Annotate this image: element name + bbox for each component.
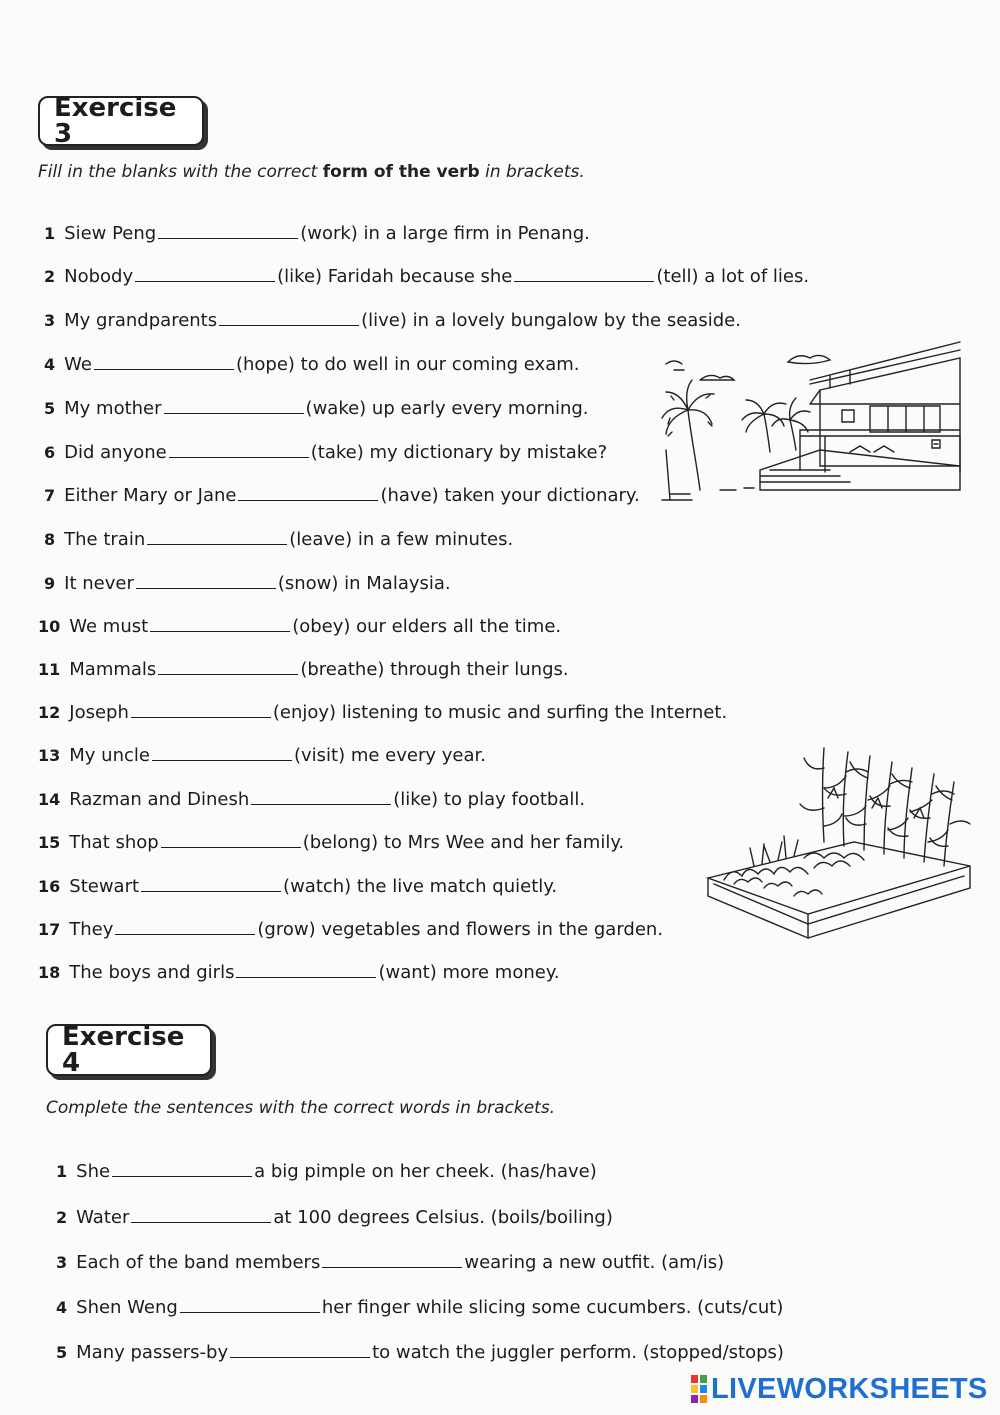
question-text-before: My uncle — [69, 745, 150, 766]
question-text-before: Stewart — [69, 876, 140, 897]
instruction-text-bold: form of the verb — [322, 162, 480, 182]
question-number: 14 — [38, 790, 61, 809]
question-text-before: We — [64, 354, 92, 375]
question-text-after: (enjoy) listening to music and surfing the Internet. — [272, 702, 728, 723]
question-text-after: to watch the juggler perform. (stopped/stops) — [372, 1342, 784, 1363]
ex3-question-17 — [38, 918, 663, 942]
ex3-question-6 — [44, 441, 607, 465]
exercise-4-instruction: Complete the sentences with the correct words in brackets. — [46, 1098, 556, 1118]
ex4-question-1 — [56, 1160, 597, 1184]
question-text-before: They — [69, 919, 114, 940]
ex3-question-16 — [38, 875, 557, 899]
answer-blank[interactable] — [112, 1160, 252, 1177]
vegetable-garden-bed-illustration — [704, 738, 974, 942]
ex3-question-18 — [38, 961, 560, 985]
ex3-question-13 — [38, 744, 486, 768]
ex3-question-8 — [44, 528, 513, 552]
question-number: 3 — [56, 1253, 68, 1272]
exercise-4-title: Exercise 4 — [46, 1024, 212, 1076]
answer-blank[interactable] — [150, 615, 290, 632]
ex3-question-5 — [44, 397, 589, 421]
ex3-question-3 — [44, 309, 741, 333]
question-number: 7 — [44, 486, 56, 505]
answer-blank[interactable] — [236, 961, 376, 978]
question-number: 5 — [44, 399, 56, 418]
question-text-after: a big pimple on her cheek. (has/have) — [254, 1161, 597, 1182]
answer-blank[interactable] — [219, 309, 359, 326]
answer-blank[interactable] — [115, 918, 255, 935]
question-text-before: Nobody — [64, 266, 134, 287]
answer-blank[interactable] — [238, 484, 378, 501]
question-number: 9 — [44, 574, 56, 593]
question-text-before: Siew Peng — [64, 223, 157, 244]
question-text-before: Either Mary or Jane — [64, 485, 237, 506]
question-text-after: (leave) in a few minutes. — [289, 529, 514, 550]
question-number: 4 — [56, 1298, 68, 1317]
answer-blank-2[interactable] — [514, 265, 654, 282]
question-text-before: Many passers-by — [76, 1342, 229, 1363]
question-number: 16 — [38, 877, 61, 896]
question-text-after: (live) in a lovely bungalow by the seaside. — [361, 310, 741, 331]
question-text-after: (take) my dictionary by mistake? — [310, 442, 608, 463]
ex3-question-15 — [38, 831, 624, 855]
question-text-after: her finger while slicing some cucumbers. (cuts/cut) — [321, 1297, 784, 1318]
question-text-after: (wake) up early every morning. — [305, 398, 589, 419]
question-text-before: That shop — [69, 832, 159, 853]
question-text-before: The train — [64, 529, 146, 550]
question-number: 10 — [38, 617, 61, 636]
ex3-question-9 — [44, 572, 451, 596]
instruction-text-before: Fill in the blanks with the correct — [38, 162, 323, 182]
question-number: 18 — [38, 963, 61, 982]
question-number: 8 — [44, 530, 56, 549]
question-number: 6 — [44, 443, 56, 462]
question-text-after: (belong) to Mrs Wee and her family. — [302, 832, 625, 853]
question-text-after: (watch) the live match quietly. — [283, 876, 558, 897]
question-number: 1 — [44, 224, 56, 243]
answer-blank[interactable] — [147, 528, 287, 545]
question-number: 3 — [44, 311, 56, 330]
ex3-question-2 — [44, 265, 809, 289]
question-text-before: The boys and girls — [69, 962, 235, 983]
question-text-before: It never — [64, 573, 134, 594]
answer-blank[interactable] — [322, 1251, 462, 1268]
answer-blank[interactable] — [152, 744, 292, 761]
answer-blank[interactable] — [141, 875, 281, 892]
question-text-after: (like) to play football. — [393, 789, 586, 810]
question-text-after: (grow) vegetables and flowers in the garden. — [257, 919, 664, 940]
question-number: 2 — [56, 1208, 68, 1227]
instruction-text-after: in brackets. — [479, 162, 585, 182]
exercise-3-title: Exercise 3 — [38, 96, 204, 146]
exercise-3-instruction — [38, 162, 585, 182]
question-text-after: (breathe) through their lungs. — [300, 659, 569, 680]
ex3-question-1 — [44, 222, 590, 246]
question-text-after: (tell) a lot of lies. — [656, 266, 810, 287]
question-number: 17 — [38, 920, 61, 939]
ex4-question-4 — [56, 1296, 783, 1320]
question-text-before: My grandparents — [64, 310, 218, 331]
question-text-before: My mother — [64, 398, 162, 419]
answer-blank[interactable] — [164, 397, 304, 414]
question-number: 13 — [38, 746, 61, 765]
question-text-before: Did anyone — [64, 442, 167, 463]
answer-blank[interactable] — [158, 658, 298, 675]
seaside-bungalow-illustration — [660, 340, 965, 512]
question-text-before: We must — [69, 616, 149, 637]
answer-blank[interactable] — [158, 222, 298, 239]
question-text-before: Shen Weng — [76, 1297, 178, 1318]
ex3-question-14 — [38, 788, 585, 812]
question-text-after: (have) taken your dictionary. — [380, 485, 640, 506]
question-text-after: (work) in a large firm in Penang. — [300, 223, 590, 244]
ex4-question-2 — [56, 1206, 613, 1230]
answer-blank[interactable] — [161, 831, 301, 848]
question-text-after: (obey) our elders all the time. — [292, 616, 562, 637]
question-text-before: Razman and Dinesh — [69, 789, 250, 810]
answer-blank[interactable] — [131, 701, 271, 718]
ex4-question-3 — [56, 1251, 724, 1275]
liveworksheets-brand-text: LIVEWORKSHEETS — [711, 1372, 988, 1405]
question-text-middle: (like) Faridah because she — [277, 266, 513, 287]
question-number: 12 — [38, 703, 61, 722]
question-number: 15 — [38, 833, 61, 852]
answer-blank[interactable] — [169, 441, 309, 458]
question-text-after: at 100 degrees Celsius. (boils/boiling) — [273, 1207, 613, 1228]
answer-blank[interactable] — [131, 1206, 271, 1223]
question-number: 5 — [56, 1343, 68, 1362]
question-number: 4 — [44, 355, 56, 374]
answer-blank[interactable] — [94, 353, 234, 370]
question-number: 11 — [38, 660, 61, 679]
answer-blank[interactable] — [135, 265, 275, 282]
answer-blank[interactable] — [180, 1296, 320, 1313]
question-text-before: Water — [76, 1207, 130, 1228]
question-text-before: Each of the band members — [76, 1252, 321, 1273]
ex3-question-10 — [38, 615, 561, 639]
question-number: 2 — [44, 267, 56, 286]
answer-blank[interactable] — [230, 1341, 370, 1358]
question-text-before: Joseph — [69, 702, 129, 723]
ex3-question-4 — [44, 353, 580, 377]
answer-blank[interactable] — [136, 572, 276, 589]
question-text-after: (visit) me every year. — [293, 745, 486, 766]
question-text-after: wearing a new outfit. (am/is) — [464, 1252, 725, 1273]
answer-blank[interactable] — [251, 788, 391, 805]
ex3-question-12 — [38, 701, 727, 725]
ex3-question-7 — [44, 484, 640, 508]
question-text-after: (want) more money. — [378, 962, 560, 983]
ex3-question-11 — [38, 658, 569, 682]
ex4-question-5 — [56, 1341, 784, 1365]
question-text-before: She — [76, 1161, 111, 1182]
question-number: 1 — [56, 1162, 68, 1181]
liveworksheets-logo[interactable] — [690, 1373, 988, 1405]
question-text-after: (snow) in Malaysia. — [277, 573, 451, 594]
question-text-after: (hope) to do well in our coming exam. — [235, 354, 580, 375]
question-text-before: Mammals — [69, 659, 157, 680]
liveworksheets-mark-icon — [690, 1374, 708, 1404]
